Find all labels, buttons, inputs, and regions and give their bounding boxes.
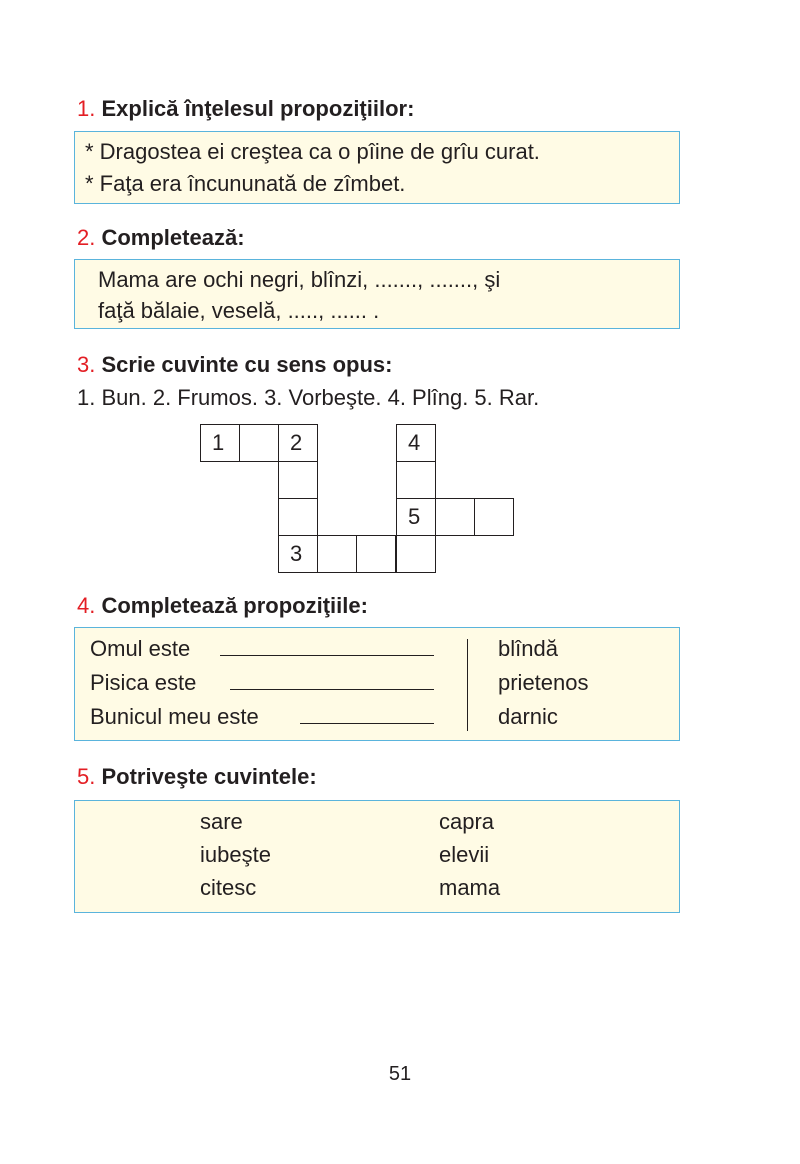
sentence-line: * Faţa era încununată de zîmbet. xyxy=(85,171,406,196)
crossword-cell[interactable]: 1 xyxy=(200,424,240,462)
exercise-number: 4. xyxy=(77,593,96,618)
exercise-2-box xyxy=(74,259,680,329)
crossword-cell[interactable] xyxy=(396,461,436,499)
exercise-title: Scrie cuvinte cu sens opus: xyxy=(101,352,393,377)
exercise-title: Explică înţelesul propoziţiilor: xyxy=(101,96,415,121)
exercise-title: Completează propoziţiile: xyxy=(101,593,368,618)
exercise-number: 3. xyxy=(77,352,96,377)
exercise-4-heading xyxy=(77,593,368,619)
fill-in-line: Mama are ochi negri, blînzi, ......., ......., şi xyxy=(98,267,501,292)
match-word-left[interactable]: citesc xyxy=(200,875,257,900)
crossword-cell[interactable] xyxy=(317,535,357,573)
match-word-left[interactable]: iubeşte xyxy=(200,842,271,867)
crossword-cell[interactable] xyxy=(396,535,436,573)
match-word-right[interactable]: capra xyxy=(439,809,495,834)
crossword-cell[interactable]: 5 xyxy=(396,498,436,536)
crossword-cell[interactable]: 2 xyxy=(278,424,318,462)
crossword-cell[interactable] xyxy=(278,498,318,536)
crossword-cell[interactable] xyxy=(474,498,514,536)
exercise-number: 1. xyxy=(77,96,96,121)
exercise-number: 5. xyxy=(77,764,96,789)
fill-in-line: faţă bălaie, veselă, ....., ...... . xyxy=(98,298,380,323)
answer-blank[interactable] xyxy=(230,689,434,690)
match-word-right[interactable]: mama xyxy=(439,875,501,900)
exercise-number: 2. xyxy=(77,225,96,250)
column-divider xyxy=(467,639,468,731)
exercise-5-heading xyxy=(77,764,317,790)
match-word-right[interactable]: elevii xyxy=(439,842,490,867)
exercise-1-heading xyxy=(77,96,414,122)
page-number: 51 xyxy=(388,1063,412,1085)
opposite-words-line: 1. Bun. 2. Frumos. 3. Vorbeşte. 4. Plîng. 5. Rar. xyxy=(77,385,540,410)
answer-blank[interactable] xyxy=(300,723,434,724)
crossword-cell[interactable] xyxy=(278,461,318,499)
sentence-line: * Dragostea ei creştea ca o pîine de grîu curat. xyxy=(85,139,540,164)
option-word: darnic xyxy=(498,704,558,729)
exercise-4-box xyxy=(74,627,680,741)
sentence-start: Pisica este xyxy=(90,670,197,695)
option-word: prietenos xyxy=(498,670,589,695)
answer-blank[interactable] xyxy=(220,655,434,656)
crossword-cell[interactable] xyxy=(435,498,475,536)
exercise-5-box xyxy=(74,800,680,913)
exercise-2-heading xyxy=(77,225,245,251)
crossword-cell[interactable]: 4 xyxy=(396,424,436,462)
sentence-start: Omul este xyxy=(90,636,191,661)
exercise-title: Completează: xyxy=(101,225,245,250)
sentence-start: Bunicul meu este xyxy=(90,704,259,729)
exercise-3-heading xyxy=(77,352,392,378)
exercise-1-box xyxy=(74,131,680,204)
option-word: blîndă xyxy=(498,636,558,661)
crossword-cell[interactable] xyxy=(239,424,279,462)
exercise-title: Potriveşte cuvintele: xyxy=(101,764,317,789)
crossword-cell[interactable] xyxy=(356,535,396,573)
match-word-left[interactable]: sare xyxy=(200,809,243,834)
crossword-cell[interactable]: 3 xyxy=(278,535,318,573)
